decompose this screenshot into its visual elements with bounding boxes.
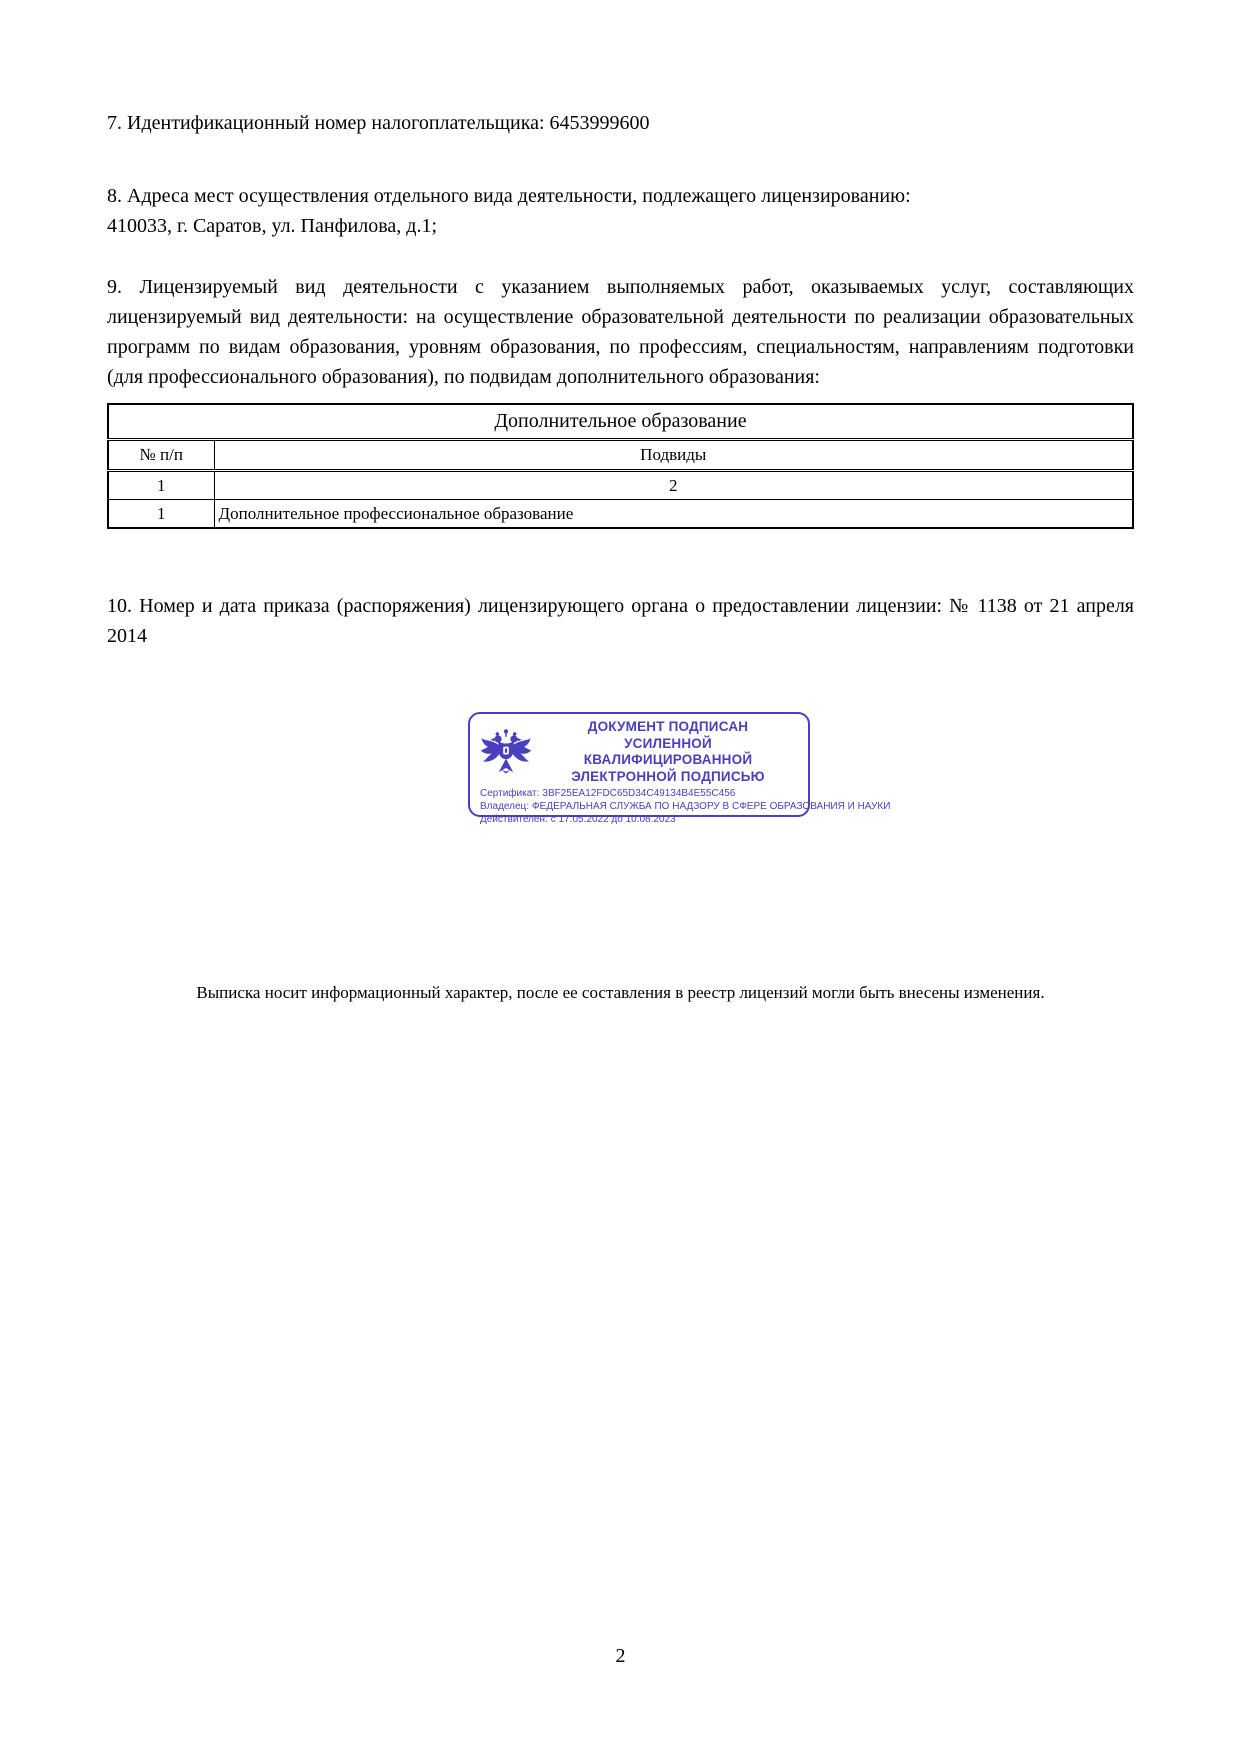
table-header-num: № п/п (108, 440, 214, 471)
stamp-header (480, 719, 796, 785)
item-8-addresses-heading: 8. Адреса мест осуществления отдельного вида деятельности, подлежащего лицензированию: (107, 185, 911, 207)
table-title-row (108, 404, 1133, 440)
certificate-label: Сертификат: (480, 788, 540, 799)
validity-label: Действителен: (480, 814, 548, 825)
item-7-taxpayer-number: 7. Идентификационный номер налогоплательщика: 6453999600 (107, 112, 650, 134)
stamp-title (540, 719, 796, 785)
table-header-row (108, 440, 1133, 471)
table-cell-value: 2 (214, 471, 1133, 500)
table-header-subtypes: Подвиды (214, 440, 1133, 471)
russian-coat-of-arms-icon (480, 726, 532, 778)
stamp-certificate-line (480, 787, 796, 800)
table-title: Дополнительное образование (108, 404, 1133, 440)
owner-value: ФЕДЕРАЛЬНАЯ СЛУЖБА ПО НАДЗОРУ В СФЕРЕ ОБРАЗОВАНИЯ И НАУКИ (532, 801, 891, 812)
signature-stamp (468, 712, 891, 825)
page-number: 2 (615, 1645, 626, 1667)
stamp-title-line: ЭЛЕКТРОННОЙ ПОДПИСЬЮ (571, 768, 765, 784)
stamp-title-line: ДОКУМЕНТ ПОДПИСАН (587, 719, 749, 734)
table-row (108, 471, 1133, 500)
stamp-certificate-info (480, 787, 891, 826)
table-cell-index: 1 (108, 471, 214, 500)
stamp-validity-line (480, 813, 796, 826)
informational-note: Выписка носит информационный характер, после ее составления в реестр лицензий могли быть внесены изменения. (196, 983, 1045, 1002)
item-9-licensed-activity: 9. Лицензируемый вид деятельности с указанием выполняемых работ, оказываемых услуг, составляющих лицензируемый вид деятельности: на осуществление образовательной деятельности по реализации образовательных программ по видам образования, уровням образования, по профессиям, специальностям, направлениям подготовки (для профессионального образования), по подвидам дополнительного образования: (107, 276, 1134, 388)
item-10-order-number: 10. Номер и дата приказа (распоряжения) лицензирующего органа о предоставлении лицензии: № 1138 от 21 апреля 2014 (107, 595, 1134, 647)
stamp-owner-line (480, 800, 891, 813)
owner-label: Владелец: (480, 801, 530, 812)
table-row (108, 500, 1133, 529)
item-8-address-line: 410033, г. Саратов, ул. Панфилова, д.1; (107, 215, 437, 237)
table-cell-index: 1 (108, 500, 214, 529)
validity-value: с 17.05.2022 до 10.08.2023 (550, 814, 676, 825)
stamp-title-line: УСИЛЕННОЙ КВАЛИФИЦИРОВАННОЙ (583, 735, 753, 767)
additional-education-table (107, 403, 1134, 529)
table-cell-value: Дополнительное профессиональное образование (214, 500, 1133, 529)
certificate-value: 3BF25EA12FDC65D34C49134B4E55C456 (542, 788, 736, 799)
